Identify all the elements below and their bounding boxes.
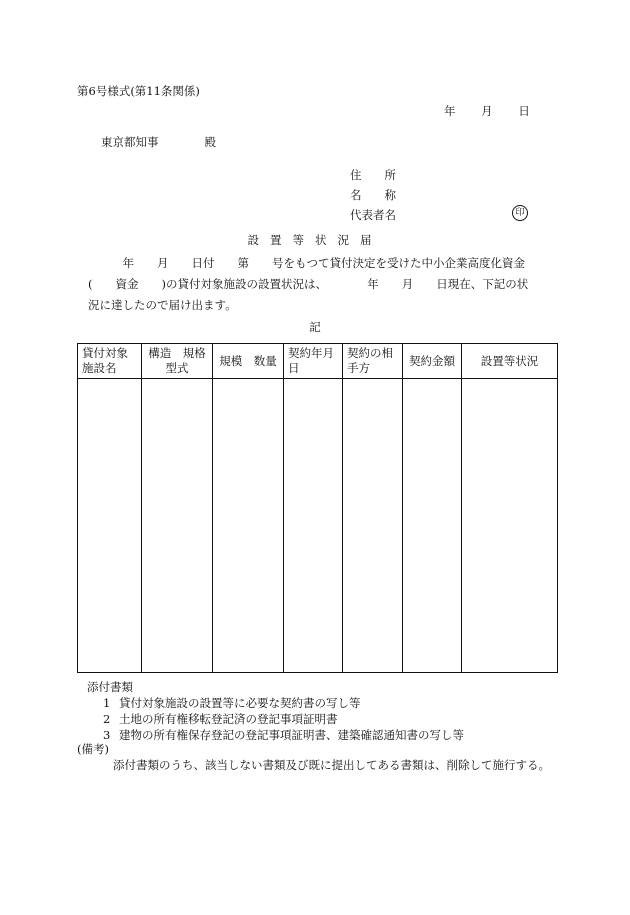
ki-heading: 記 [309, 320, 321, 334]
col-header-scale: 規模 数量 [213, 344, 284, 379]
addressee-name: 東京都知事 [101, 135, 159, 149]
table-cell [78, 379, 142, 673]
document-title: 設置等状況届 [247, 233, 383, 247]
table-cell [284, 379, 343, 673]
form-number: 第6号様式(第11条関係) [77, 84, 200, 98]
date-month: 月 [481, 104, 493, 118]
attachment-item-1: 1 貸付対象施設の設置等に必要な契約書の写し等 [103, 696, 361, 710]
body-line-2: ( 資金 )の貸付対象施設の設置状況は、 年 月 日現在、下記の状 [88, 277, 529, 291]
table-cell [213, 379, 284, 673]
addressee [101, 137, 216, 149]
addressee-honorific: 殿 [204, 135, 216, 149]
attachment-item-2: 2 土地の所有権移転登記済の登記事項証明書 [103, 712, 338, 726]
applicant-address [350, 170, 398, 182]
body-line-1: 年 月 日付 第 号をもつて貸付決定を受けた中小企業高度化資金 [88, 256, 525, 270]
col-header-contract-amount: 契約金額 [403, 344, 462, 379]
attachments-title: 添付書類 [87, 680, 133, 694]
remarks-text: 添付書類のうち、該当しない書類及び既に提出してある書類は、削除して施行する。 [113, 758, 550, 772]
name-label: 名 称 [350, 188, 396, 202]
attachment-item-3: 3 建物の所有権保存登記の登記事項証明書、建築確認通知書の写し等 [103, 728, 464, 742]
table-cell [403, 379, 462, 673]
seal-mark: 印 [512, 205, 528, 221]
table-cell [142, 379, 213, 673]
col-header-contract-party: 契約の相 手方 [343, 344, 403, 379]
remarks-title: (備考) [77, 742, 109, 756]
table-row [78, 379, 558, 673]
address-label: 住 所 [350, 168, 396, 182]
body-line-3: 況に達したので届け出ます。 [88, 298, 237, 312]
table-cell [343, 379, 403, 673]
table-cell [462, 379, 558, 673]
date-year: 年 [444, 104, 456, 118]
facility-table [77, 343, 558, 673]
col-header-facility: 貸付対象 施設名 [78, 344, 142, 379]
applicant-name [350, 190, 398, 202]
applicant-representative [350, 210, 398, 222]
col-header-contract-date: 契約年月 日 [284, 344, 343, 379]
col-header-status: 設置等状況 [462, 344, 558, 379]
date-line [444, 106, 552, 118]
date-day: 日 [518, 104, 530, 118]
representative-label: 代表者名 [350, 208, 396, 222]
col-header-structure: 構造 規格 型式 [142, 344, 213, 379]
